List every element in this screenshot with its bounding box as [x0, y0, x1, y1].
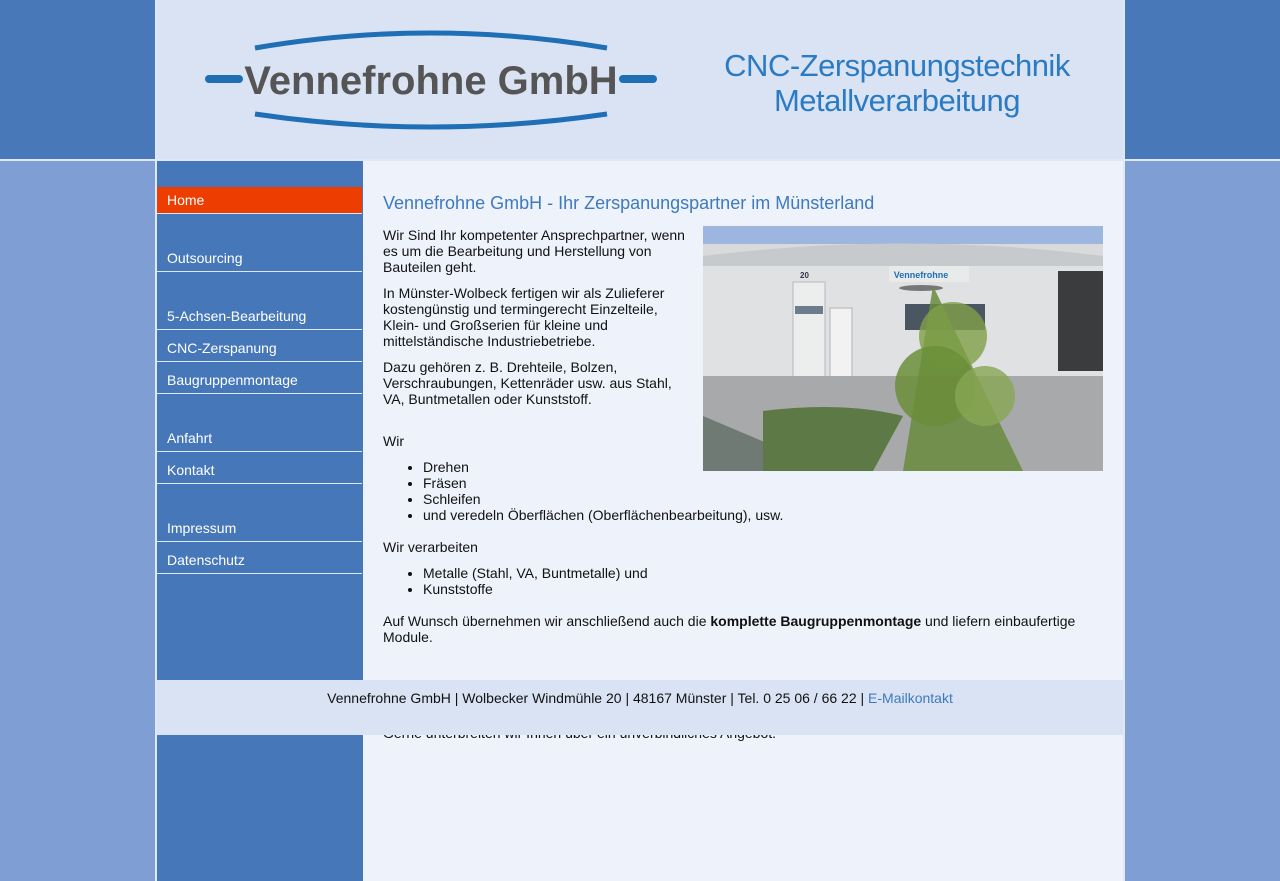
nav-item-kontakt[interactable]: Kontakt: [157, 457, 362, 484]
assembly-paragraph: [383, 613, 1103, 645]
site-footer: [157, 680, 1123, 735]
intro-paragraph-3: Dazu gehören z. B. Drehteile, Bolzen, Verschraubungen, Kettenräder usw. aus Stahl, VA, Buntmetallen oder Kunststoff.: [383, 359, 672, 407]
company-logo[interactable]: [205, 28, 660, 133]
page-title: Vennefrohne GmbH - Ihr Zerspanungspartner im Münsterland: [383, 193, 875, 213]
main-content: [363, 161, 1123, 881]
intro-paragraph-2: In Münster-Wolbeck fertigen wir als Zulieferer kostengünstig und termingerecht Einzelteile, Klein- und Großserien für kleine und mittelständische Industriebetriebe.: [383, 285, 665, 349]
materials-list: [383, 565, 1103, 597]
assembly-text-bold: komplette Baugruppenmontage: [710, 613, 922, 629]
list-item: • Fräsen: [423, 475, 1103, 491]
materials-label: Wir verarbeiten: [383, 539, 478, 555]
company-building-photo: [703, 226, 1103, 471]
list-item: • Schleifen: [423, 491, 1103, 507]
tagline: [717, 48, 1077, 118]
nav-item-outsourcing[interactable]: Outsourcing: [157, 245, 362, 272]
list-item: • Metalle (Stahl, VA, Buntmetalle) und: [423, 565, 1103, 581]
email-contact-link[interactable]: E-Mailkontakt: [868, 690, 953, 706]
photo-building-sign: Vennefrohne: [893, 270, 949, 280]
list-item: • und veredeln Öberflächen (Oberflächenbearbeitung), usw.: [423, 507, 1103, 523]
intro-column: [383, 227, 693, 407]
wrapper-border-right: [1123, 0, 1125, 881]
nav-item-home[interactable]: Home: [157, 187, 362, 214]
intro-paragraph-1: Wir Sind Ihr kompetenter Ansprechpartner, wenn es um die Bearbeitung und Herstellung von Bauteilen geht.: [383, 227, 685, 275]
nav-item-datenschutz[interactable]: Datenschutz: [157, 547, 362, 574]
assembly-text-pre: Auf Wunsch übernehmen wir anschließend auch die: [383, 613, 711, 629]
nav-item-baugruppenmontage[interactable]: Baugruppenmontage: [157, 367, 362, 394]
sidebar: [157, 161, 363, 881]
photo-door-number: 20: [800, 271, 809, 280]
main-nav: [157, 187, 362, 574]
nav-item-anfahrt[interactable]: Anfahrt: [157, 425, 362, 452]
nav-item-cnc-zerspanung[interactable]: CNC-Zerspanung: [157, 335, 362, 362]
footer-address: [157, 690, 1123, 706]
assembly-text-post: und liefern einbaufertige Module.: [383, 613, 1076, 645]
services-label: Wir: [383, 433, 404, 449]
list-item: • Drehen: [423, 459, 1103, 475]
site-header: [157, 0, 1123, 159]
nav-item-5-achsen[interactable]: 5-Achsen-Bearbeitung: [157, 303, 362, 330]
tagline-line2: Metallverarbeitung: [773, 83, 1021, 118]
logo-text: Vennefrohne GmbH: [244, 59, 618, 103]
nav-item-impressum[interactable]: Impressum: [157, 515, 362, 542]
tagline-line1: CNC-Zerspanungstechnik: [724, 48, 1070, 83]
footer-text: Vennefrohne GmbH | Wolbecker Windmühle 20 | 48167 Münster | Tel. 0 25 06 / 66 22 |: [327, 690, 869, 706]
list-item: • Kunststoffe: [423, 581, 1103, 597]
